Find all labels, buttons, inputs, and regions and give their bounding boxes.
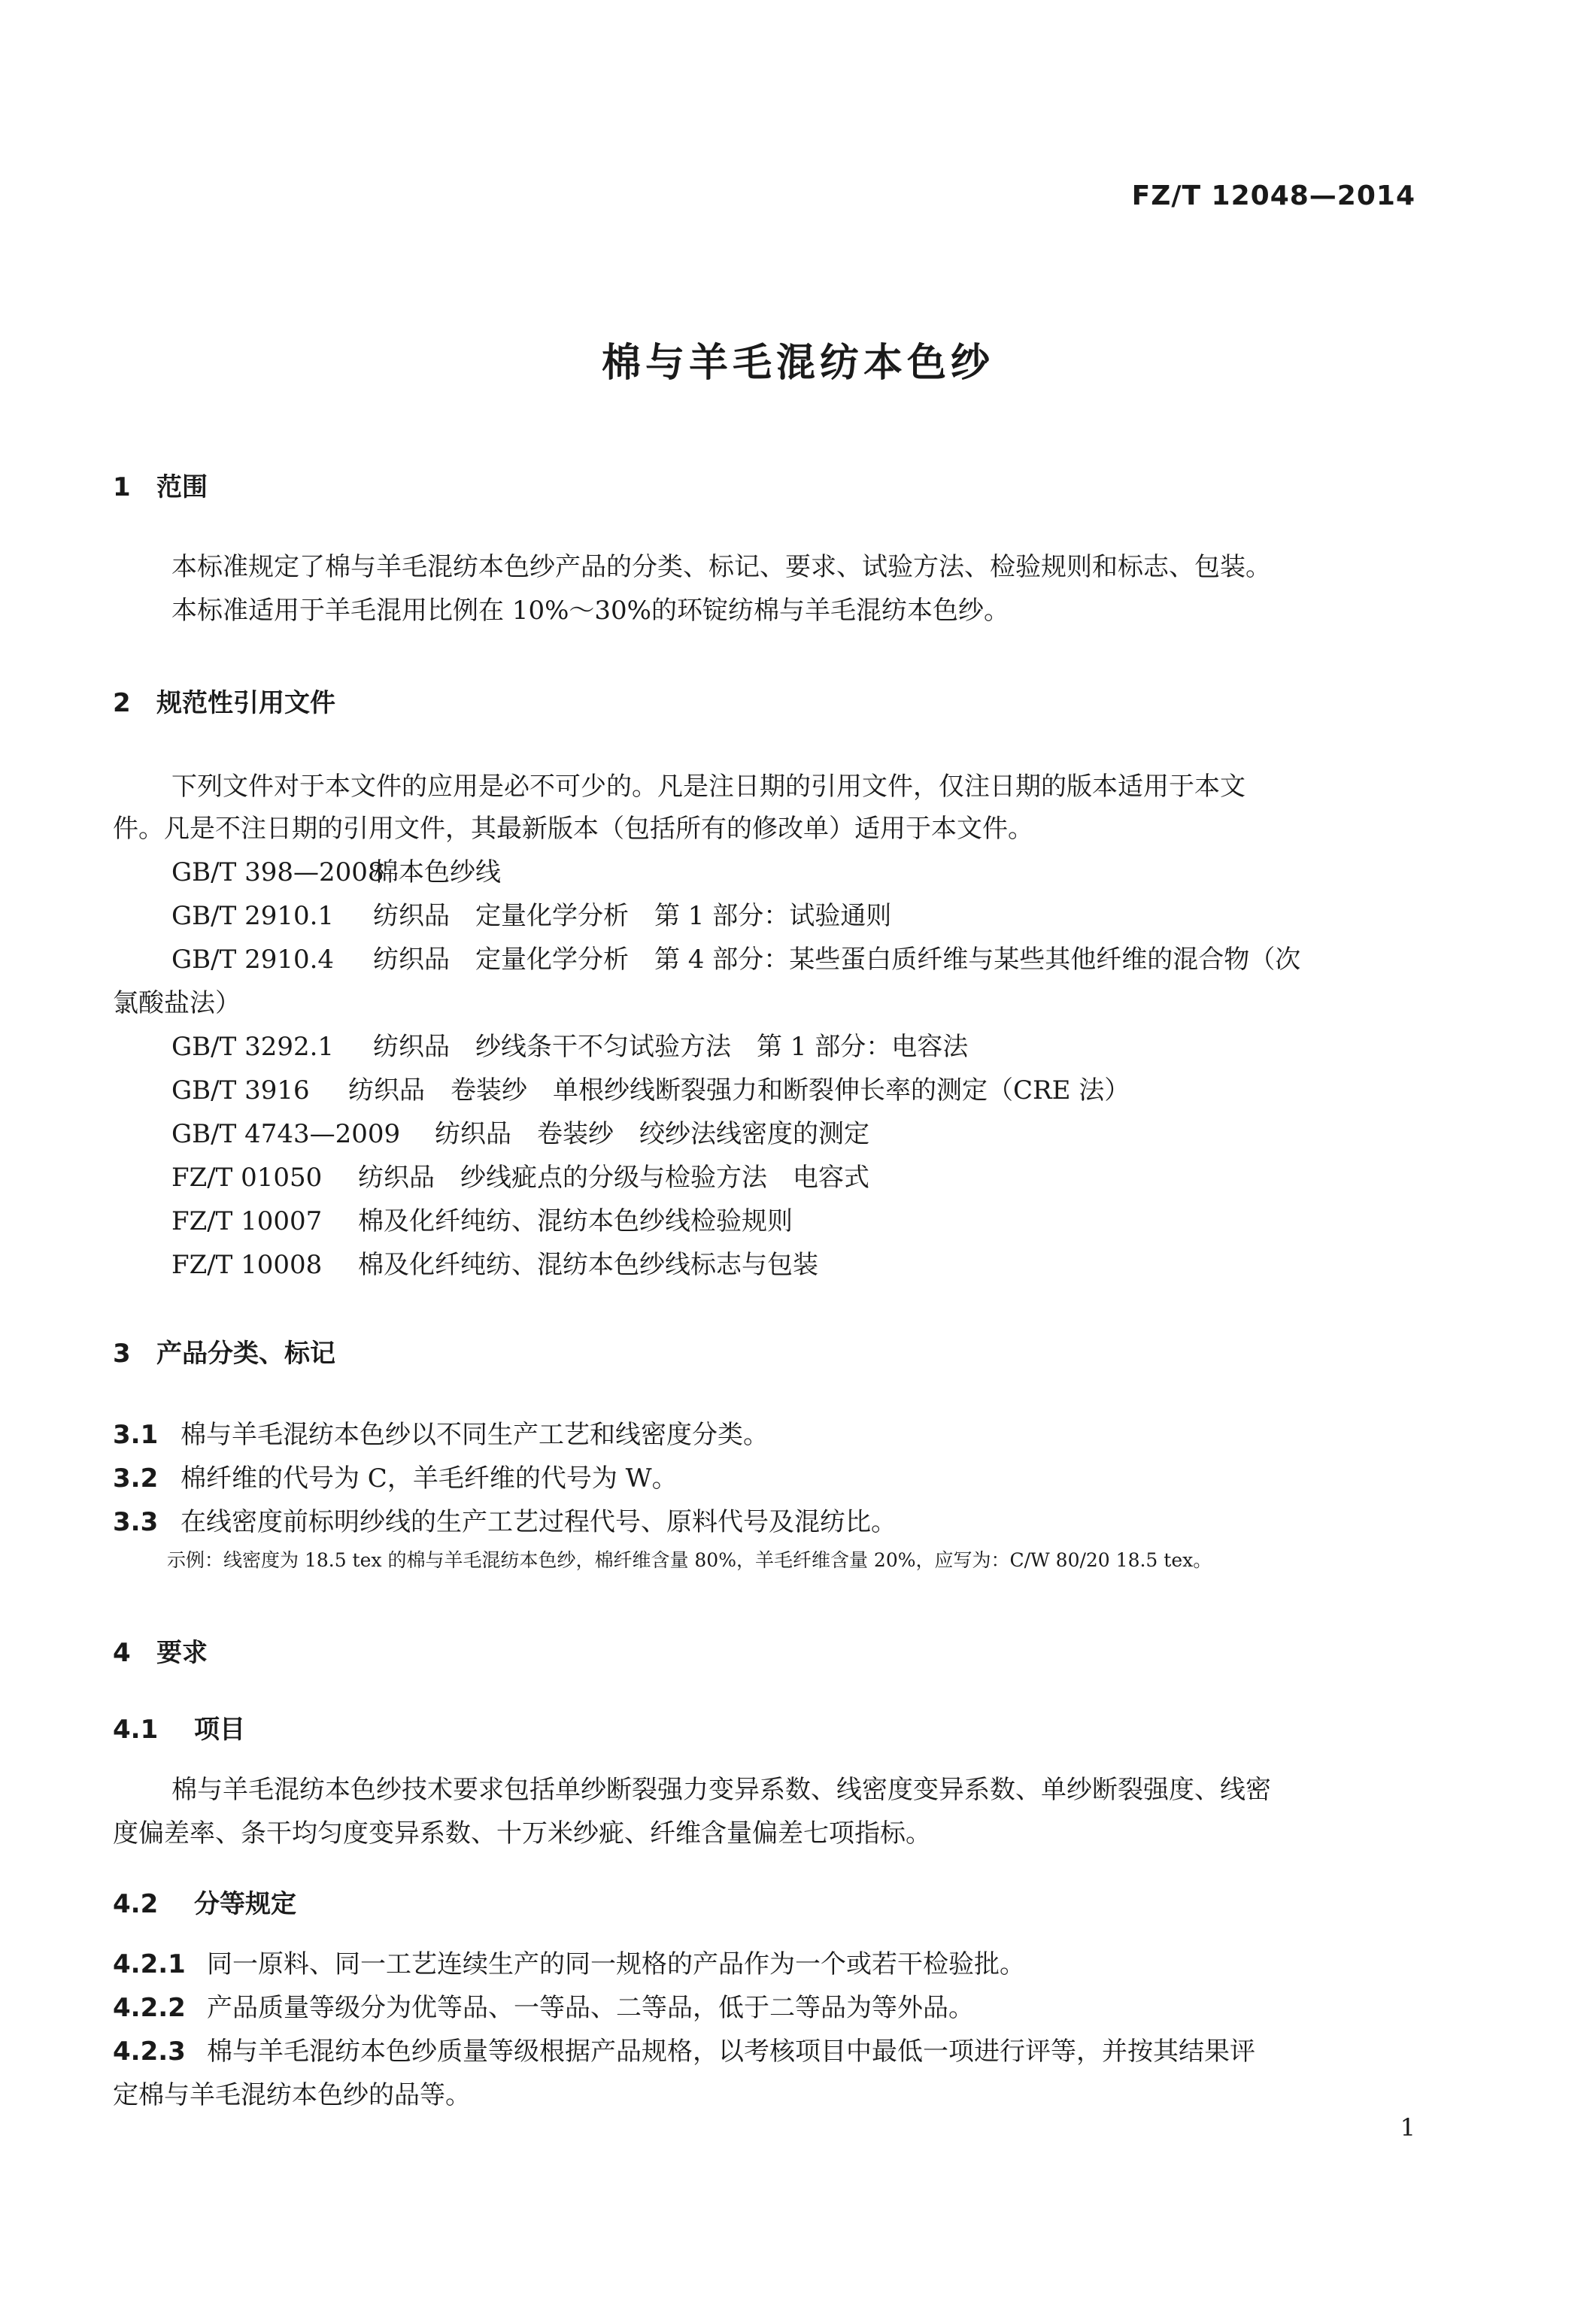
clause-number: 3.2 (113, 1463, 159, 1494)
reference-entry (171, 943, 1300, 976)
paragraph-line: 件。凡是不注日期的引用文件，其最新版本（包括所有的修改单）适用于本文件。 (113, 814, 1033, 844)
clause-item (113, 1991, 974, 2024)
example-note: 示例：线密度为 18.5 tex 的棉与羊毛混纺本色纱，棉纤维含量 80%，羊毛纤维含量 20%，应写为：C/W 80/20 18.5 tex。 (167, 1549, 1212, 1571)
clause-number: 3.3 (113, 1507, 159, 1537)
reference-title: 棉本色纱线 (373, 857, 501, 887)
reference-title: 棉及化纤纯纺、混纺本色纱线检验规则 (358, 1206, 793, 1236)
reference-entry (171, 1248, 818, 1281)
reference-code: GB/T 3916 (171, 1075, 310, 1106)
subsection-number: 4.2 (113, 1889, 159, 1919)
document-title: 棉与羊毛混纺本色纱 (601, 341, 994, 386)
section-number: 2 (113, 688, 131, 718)
page-number: 1 (1400, 2113, 1415, 2142)
standard-code: FZ/T 12048—2014 (1131, 180, 1415, 211)
section-title: 范围 (156, 472, 208, 502)
reference-code: FZ/T 01050 (171, 1163, 323, 1193)
reference-title: 纺织品 纱线条干不匀试验方法 第 1 部分：电容法 (373, 1032, 969, 1062)
reference-title: 纺织品 定量化学分析 第 1 部分：试验通则 (373, 901, 892, 931)
reference-code: GB/T 2910.1 (171, 901, 335, 931)
section-number: 3 (113, 1339, 131, 1369)
reference-entry (171, 899, 891, 933)
paragraph-line: 度偏差率、条干均匀度变异系数、十万米纱疵、纤维含量偏差七项指标。 (113, 1818, 931, 1849)
reference-entry (171, 1205, 793, 1238)
clause-number: 4.2.1 (113, 1949, 186, 1979)
clause-text: 产品质量等级分为优等品、一等品、二等品，低于二等品为等外品。 (207, 1993, 974, 2023)
clause-item (113, 1418, 769, 1451)
clause-item (113, 2035, 1255, 2068)
clause-text: 同一原料、同一工艺连续生产的同一规格的产品作为一个或若干检验批。 (207, 1949, 1025, 1979)
clause-number: 4.2.3 (113, 2037, 186, 2067)
reference-title: 纺织品 纱线疵点的分级与检验方法 电容式 (358, 1163, 869, 1193)
clause-text: 棉与羊毛混纺本色纱质量等级根据产品规格，以考核项目中最低一项进行评等，并按其结果评 (207, 2037, 1255, 2067)
paragraph-line: 本标准适用于羊毛混用比例在 10%～30%的环锭纺棉与羊毛混纺本色纱。 (171, 596, 1009, 626)
clause-item (113, 1948, 1025, 1981)
reference-title: 棉及化纤纯纺、混纺本色纱线标志与包装 (358, 1250, 818, 1280)
clause-item (113, 1462, 678, 1495)
reference-entry (171, 1161, 869, 1194)
section-3-heading (113, 1333, 335, 1369)
paragraph-line: 下列文件对于本文件的应用是必不可少的。凡是注日期的引用文件，仅注日期的版本适用于本文 (171, 772, 1246, 802)
subsection-number: 4.1 (113, 1715, 159, 1745)
clause-text: 棉与羊毛混纺本色纱以不同生产工艺和线密度分类。 (181, 1420, 769, 1450)
reference-entry (171, 1074, 1130, 1107)
section-number: 4 (113, 1638, 131, 1668)
reference-code: GB/T 398—2008 (171, 857, 384, 887)
reference-code: FZ/T 10007 (171, 1206, 323, 1236)
subsection-title: 项目 (194, 1715, 245, 1745)
reference-code: GB/T 4743—2009 (171, 1119, 401, 1149)
section-title: 规范性引用文件 (156, 688, 335, 718)
subsection-title: 分等规定 (194, 1889, 296, 1919)
section-1-heading (113, 466, 208, 503)
subsection-4-1-heading (113, 1709, 245, 1745)
reference-entry (171, 856, 501, 889)
reference-continuation: 氯酸盐法） (113, 988, 241, 1018)
reference-code: GB/T 2910.4 (171, 945, 335, 975)
reference-code: FZ/T 10008 (171, 1250, 323, 1280)
paragraph-line: 定棉与羊毛混纺本色纱的品等。 (113, 2080, 471, 2110)
reference-entry (171, 1030, 968, 1063)
clause-number: 3.1 (113, 1420, 159, 1450)
section-title: 要求 (156, 1638, 208, 1668)
section-4-heading (113, 1632, 208, 1669)
subsection-4-2-heading (113, 1883, 296, 1920)
reference-entry (171, 1118, 869, 1151)
paragraph-line: 本标准规定了棉与羊毛混纺本色纱产品的分类、标记、要求、试验方法、检验规则和标志、包装。 (171, 552, 1271, 582)
reference-title: 纺织品 定量化学分析 第 4 部分：某些蛋白质纤维与某些其他纤维的混合物（次 (373, 945, 1301, 975)
reference-title: 纺织品 卷装纱 单根纱线断裂强力和断裂伸长率的测定（CRE 法） (348, 1075, 1130, 1106)
clause-text: 在线密度前标明纱线的生产工艺过程代号、原料代号及混纺比。 (181, 1507, 897, 1537)
clause-text: 棉纤维的代号为 C，羊毛纤维的代号为 W。 (181, 1463, 678, 1494)
paragraph-line: 棉与羊毛混纺本色纱技术要求包括单纱断裂强力变异系数、线密度变异系数、单纱断裂强度、线密 (171, 1775, 1271, 1805)
reference-code: GB/T 3292.1 (171, 1032, 335, 1062)
section-2-heading (113, 682, 335, 719)
clause-number: 4.2.2 (113, 1993, 186, 2023)
clause-item (113, 1506, 897, 1539)
section-title: 产品分类、标记 (156, 1339, 335, 1369)
section-number: 1 (113, 472, 131, 502)
reference-title: 纺织品 卷装纱 绞纱法线密度的测定 (435, 1119, 869, 1149)
